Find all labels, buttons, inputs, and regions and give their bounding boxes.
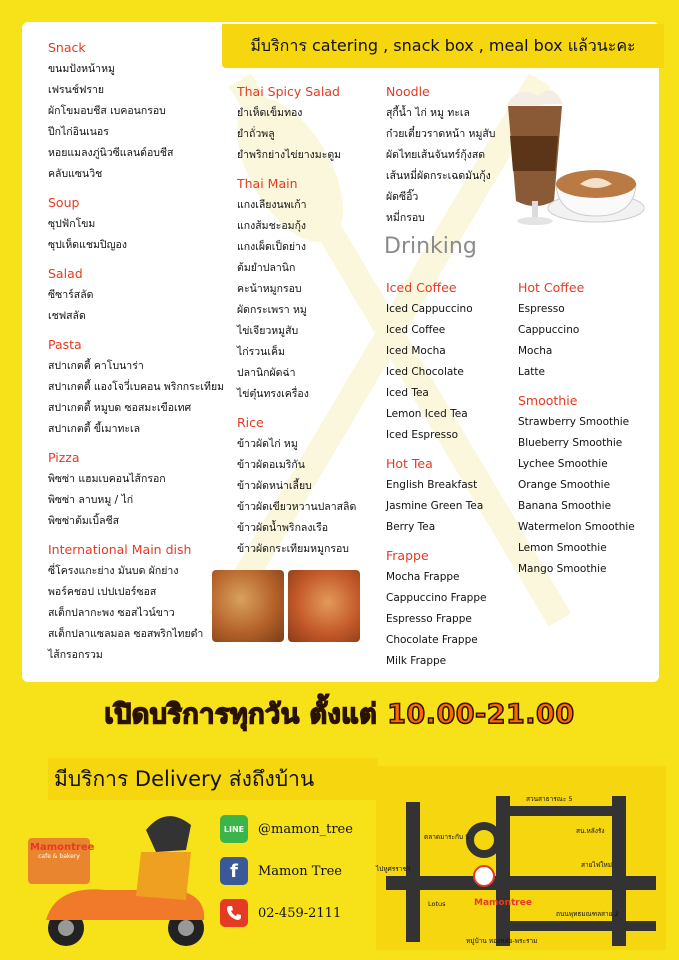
menu-column-2 (237, 84, 387, 560)
menu-item: ข้าวผัดน้ำพริกลงเรือ (237, 522, 329, 534)
drinks-column-left (386, 280, 516, 672)
menu-item: ผัดซีอิ๊ว (386, 191, 419, 203)
menu-item: Iced Espresso (386, 429, 459, 441)
section-title: Pasta (48, 337, 82, 352)
menu-item: Milk Frappe (386, 655, 447, 667)
delivery-scooter-illustration (26, 800, 216, 950)
menu-item: ข้าวผัดอเมริกัน (237, 459, 305, 471)
menu-item: Iced Tea (386, 387, 429, 399)
menu-item: Iced Chocolate (386, 366, 464, 378)
menu-item: Espresso (518, 303, 565, 315)
menu-item: ซีซาร์สลัด (48, 289, 94, 301)
phone-contact[interactable] (220, 896, 353, 930)
opening-hours: เปิดบริการทุกวัน ตั้งแต่ 10.00-21.00 (104, 699, 575, 730)
menu-item: แกงเผ็ดเป็ดย่าง (237, 241, 307, 253)
menu-item: Iced Coffee (386, 324, 446, 336)
facebook-name: Mamon Tree (258, 863, 342, 879)
menu-item: Cappuccino (518, 324, 580, 336)
menu-item: ไก่รวนเค็ม (237, 346, 285, 358)
map-roads (376, 766, 666, 950)
menu-item: Berry Tea (386, 521, 436, 533)
menu-item: พิซซ่า ลาบหมู / ไก่ (48, 494, 134, 506)
menu-item: ไข่เจียวหมูสับ (237, 325, 299, 337)
menu-item: Cappuccino Frappe (386, 592, 487, 604)
menu-item: ซี่โครงแกะย่าง มันบด ผักย่าง (48, 565, 179, 577)
menu-item: ปีกไก่อินเนอร (48, 126, 109, 138)
menu-item: ปลานิกผัดฉ่า (237, 367, 296, 379)
menu-item: ยำเห็ดเข็มทอง (237, 107, 303, 119)
menu-item: ข้าวผัดหน่าเลี้ยบ (237, 480, 312, 492)
menu-item: สปาเกตตี้ คาโบนาร่า (48, 360, 144, 372)
noodle-title: Noodle (386, 84, 430, 99)
menu-item: แกงส้มชะอมกุ้ง (237, 220, 307, 232)
menu-item: คลับแซนวิช (48, 168, 103, 180)
menu-item: เฟรนช์ฟราย (48, 84, 105, 96)
phone-icon (220, 899, 248, 927)
menu-item: Mocha Frappe (386, 571, 460, 583)
section-title: Thai Main (237, 176, 298, 191)
section-title: Rice (237, 415, 264, 430)
section-title: Salad (48, 266, 83, 281)
menu-item: Lemon Smoothie (518, 542, 607, 554)
menu-item: ซุปฟักโขม (48, 218, 96, 230)
map-label: ถนนพุทธมณฑลสาย 2 (556, 910, 619, 918)
section-title: Snack (48, 40, 86, 55)
noodle-section (386, 84, 506, 229)
menu-item: Latte (518, 366, 545, 378)
menu-item: ไข่ตุ๋นทรงเครื่อง (237, 388, 309, 400)
menu-item: เส้นหมี่ผัดกระเฉดมันกุ้ง (386, 170, 491, 182)
menu-item: Watermelon Smoothie (518, 521, 635, 533)
menu-item: สปาเกตตี้ แองโจวี่เบคอน พริกกระเทียม (48, 381, 225, 393)
section-title: Hot Coffee (518, 280, 585, 295)
menu-item: พิซซ่าต้มเบิ้ลชีส (48, 515, 120, 527)
menu-item: สเต็กปลากะพง ซอสไวน์ขาว (48, 607, 175, 619)
menu-item: พิซซ่า แฮมเบคอนไส้กรอก (48, 473, 166, 485)
menu-item: Iced Cappuccino (386, 303, 473, 315)
facebook-contact[interactable] (220, 854, 353, 888)
menu-column-1 (48, 40, 228, 666)
menu-item: Blueberry Smoothie (518, 437, 623, 449)
map-label: สน.หลังรัง (576, 827, 605, 835)
facebook-icon: f (220, 857, 248, 885)
menu-item: ผัดไทยเส้นจันทร์กุ้งสด (386, 149, 486, 161)
contact-list (220, 812, 353, 938)
menu-item: เชฟสลัด (48, 310, 86, 322)
section-title: Frappe (386, 548, 429, 563)
line-id: @mamon_tree (258, 821, 353, 837)
menu-item: Chocolate Frappe (386, 634, 478, 646)
menu-item: ข้าวผัดกระเทียมหมูกรอบ (237, 543, 349, 555)
menu-item: ผักโขมอบชีส เบคอนกรอบ (48, 105, 166, 117)
menu-item: สปาเกตตี้ ขี้เมาทะเล (48, 423, 141, 435)
menu-item: ยำถั่วพลู (237, 128, 275, 140)
section-title: Smoothie (518, 393, 578, 408)
logo-name: Mamontree (30, 842, 95, 853)
map-label: ตลาดมาระกับ 5 (424, 833, 470, 841)
coffee-photo (498, 76, 648, 236)
section-title: Pizza (48, 450, 80, 465)
menu-item: สุกี้น้ำ ไก่ หมู ทะเล (386, 107, 470, 119)
section-title: Soup (48, 195, 80, 210)
menu-item: ข้าวผัดไก่ หมู (237, 438, 298, 450)
map-label: Mamontree (474, 898, 532, 908)
menu-item: Jasmine Green Tea (386, 500, 484, 512)
drinks-column-right (518, 280, 648, 580)
catering-banner: มีบริการ catering , snack box , meal box แล้วนะคะ (222, 24, 664, 68)
menu-item: ก๋วยเตี๋ยวราดหน้า หมูสับ (386, 128, 496, 140)
menu-item: Banana Smoothie (518, 500, 612, 512)
line-icon: LINE (220, 815, 248, 843)
menu-item: Espresso Frappe (386, 613, 472, 625)
menu-item: พอร์คชอป เปปเปอร์ซอส (48, 586, 157, 598)
map-label: สวนสาธารณะ 5 (526, 795, 573, 803)
menu-item: Strawberry Smoothie (518, 416, 630, 428)
menu-item: ต้มยำปลานิก (237, 262, 296, 274)
menu-item: English Breakfast (386, 479, 478, 491)
menu-item: สเต็กปลาแซลมอล ซอสพริกไทยดำ (48, 628, 204, 640)
delivery-title: มีบริการ Delivery ส่งถึงบ้าน (48, 758, 378, 800)
menu-item: Lemon Iced Tea (386, 408, 468, 420)
drinking-title: Drinking (384, 234, 477, 259)
menu-item: Mocha (518, 345, 553, 357)
spaghetti-photo (288, 570, 360, 642)
section-title: Hot Tea (386, 456, 433, 471)
line-contact[interactable] (220, 812, 353, 846)
menu-item: แกงเลียงนพเก้า (237, 199, 307, 211)
menu-item: Orange Smoothie (518, 479, 611, 491)
menu-item: ยำพริกย่างไข่ยางมะตูม (237, 149, 342, 161)
menu-item: ข้าวผัดเขียวหวานปลาสลิด (237, 501, 357, 513)
section-title: Thai Spicy Salad (237, 84, 340, 99)
map-label: หมู่บ้าน ทองหล่อ-พระราม (466, 937, 538, 945)
pasta-photo (212, 570, 284, 642)
menu-item: Lychee Smoothie (518, 458, 608, 470)
menu-item: ซุปเห็ดแชมปิญอง (48, 239, 127, 251)
map-label: สายไฟใหม่ (581, 861, 613, 869)
menu-item: หอยแมลงภู่นิวซีแลนด์อบชีส (48, 147, 174, 159)
section-title: International Main dish (48, 542, 192, 557)
menu-item: ไส้กรอกรวม (48, 649, 103, 661)
location-map (376, 766, 666, 950)
section-title: Iced Coffee (386, 280, 457, 295)
map-label: Lotus (428, 900, 446, 908)
mamontree-logo (30, 842, 95, 860)
menu-item: คะน้าหมูกรอบ (237, 283, 302, 295)
menu-item: หมี่กรอบ (386, 212, 425, 224)
map-label: ไปหูศรราชา (376, 865, 411, 873)
menu-item: ขนมปังหน้าหมู (48, 63, 115, 75)
menu-item: ผัดกระเพรา หมู (237, 304, 307, 316)
menu-item: สปาเกตตี้ หมูบด ซอสมะเขือเทศ (48, 402, 192, 414)
logo-sub: cafe & bakery (38, 853, 80, 860)
menu-item: Iced Mocha (386, 345, 446, 357)
phone-number: 02-459-2111 (258, 905, 342, 921)
menu-item: Mango Smoothie (518, 563, 607, 575)
